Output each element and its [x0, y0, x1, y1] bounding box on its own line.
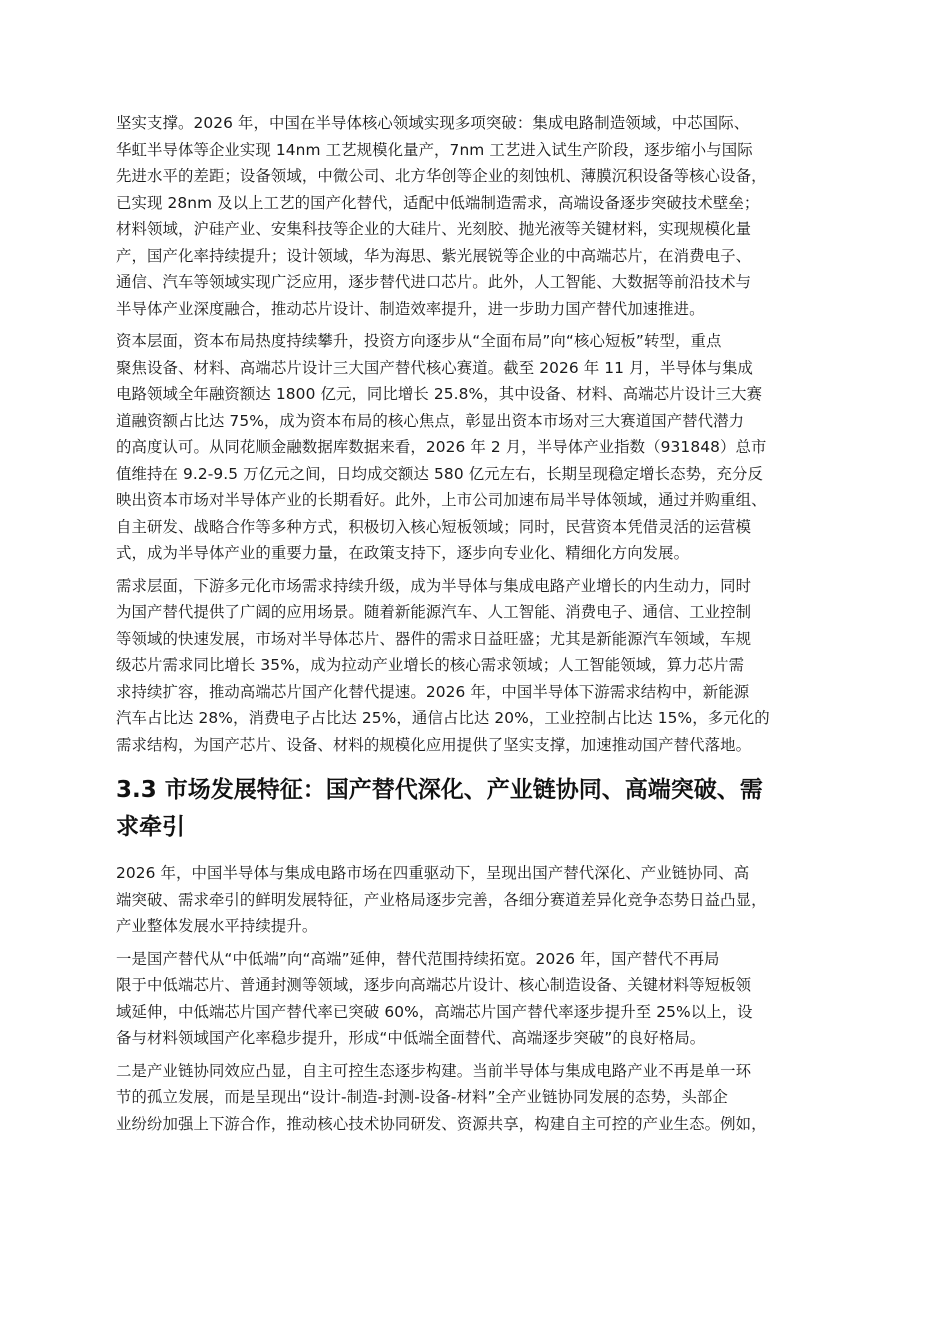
- text-line: 备与材料领域国产化率稳步提升，形成“中低端全面替代、高端逐步突破”的良好格局。: [116, 1029, 706, 1047]
- text-line: 业纷纷加强上下游合作，推动核心技术协同研发、资源共享，构建自主可控的产业生态。例如，: [116, 1114, 767, 1133]
- text-line: 值维持在 9.2-9.5 万亿元之间，日均成交额达 580 亿元左右，长期呈现稳定增长态势，充分反: [116, 464, 764, 483]
- text-line: 为国产替代提供了广阔的应用场景。随着新能源汽车、人工智能、消费电子、通信、工业控制: [116, 603, 752, 621]
- text-line: 道融资额占比达 75%，成为资本布局的核心焦点，彰显出资本市场对三大赛道国产替代潜力: [116, 411, 745, 430]
- text-line: 华虹半导体等企业实现 14nm 工艺规模化量产，7nm 工艺进入试生产阶段，逐步缩小与国际: [116, 140, 753, 159]
- text-line: 汽车占比达 28%，消费电子占比达 25%，通信占比达 20%，工业控制占比达 15%，多元化的: [116, 709, 770, 727]
- heading-line: 求牵引: [116, 814, 185, 840]
- text-line: 二是产业链协同效应凸显，自主可控生态逐步构建。当前半导体与集成电路产业不再是单一环: [116, 1061, 752, 1080]
- text-line: 自主研发、战略合作等多种方式，积极切入核心短板领域；同时，民营资本凭借灵活的运营模: [116, 517, 752, 536]
- paragraph-intro: [116, 860, 846, 940]
- document-page: [116, 110, 846, 1143]
- text-line: 域延伸，中低端芯片国产替代率已突破 60%，高端芯片国产替代率逐步提升至 25%以上，设: [116, 1002, 753, 1021]
- text-line: 通信、汽车等领域实现广泛应用，逐步替代进口芯片。此外，人工智能、大数据等前沿技术与: [116, 273, 752, 291]
- text-line: 级芯片需求同比增长 35%，成为拉动产业增长的核心需求领域；人工智能领域，算力芯片需: [116, 656, 745, 674]
- text-line: 先进水平的差距；设备领域，中微公司、北方华创等企业的刻蚀机、薄膜沉积设备等核心设备，: [116, 167, 767, 185]
- text-line: 资本层面，资本布局热度持续攀升，投资方向逐步从“全面布局”向“核心短板”转型，重点: [116, 332, 722, 350]
- text-line: 限于中低端芯片、普通封测等领域，逐步向高端芯片设计、核心制造设备、关键材料等短板领: [116, 976, 752, 994]
- text-line: 聚焦设备、材料、高端芯片设计三大国产替代核心赛道。截至 2026 年 11 月，半导体与集成: [116, 358, 753, 377]
- heading-line: 3.3 市场发展特征：国产替代深化、产业链协同、高端突破、需: [116, 777, 763, 803]
- text-line: 材料领域，沪硅产业、安集科技等企业的大硅片、光刻胶、抛光液等关键材料，实现规模化量: [116, 220, 752, 238]
- paragraph-demand: [116, 573, 846, 759]
- text-line: 产，国产化率持续提升；设计领域，华为海思、紫光展锐等企业的中高端芯片，在消费电子、: [116, 246, 752, 265]
- paragraph-technology: [116, 110, 846, 322]
- text-line: 映出资本市场对半导体产业的长期看好。此外，上市公司加速布局半导体领域，通过并购重组、: [116, 491, 767, 509]
- text-line: 的高度认可。从同花顺金融数据库数据来看，2026 年 2 月，半导体产业指数（931848）总市: [116, 438, 767, 456]
- text-line: 需求结构，为国产芯片、设备、材料的规模化应用提供了坚实支撑，加速推动国产替代落地。: [116, 735, 752, 754]
- section-heading: [116, 772, 846, 846]
- paragraph-feature-one: [116, 946, 846, 1052]
- paragraph-feature-two: [116, 1058, 846, 1138]
- text-line: 端突破、需求牵引的鲜明发展特征，产业格局逐步完善，各细分赛道差异化竞争态势日益凸显，: [116, 890, 767, 909]
- text-line: 电路领域全年融资额达 1800 亿元，同比增长 25.8%，其中设备、材料、高端芯片设计三大赛: [116, 385, 763, 403]
- paragraph-capital: [116, 328, 846, 567]
- text-line: 需求层面，下游多元化市场需求持续升级，成为半导体与集成电路产业增长的内生动力，同时: [116, 576, 752, 595]
- text-line: 坚实支撑。2026 年，中国在半导体核心领域实现多项突破：集成电路制造领域，中芯国际、: [116, 114, 750, 132]
- text-line: 2026 年，中国半导体与集成电路市场在四重驱动下，呈现出国产替代深化、产业链协同、高: [116, 864, 750, 882]
- text-line: 半导体产业深度融合，推动芯片设计、制造效率提升，进一步助力国产替代加速推进。: [116, 299, 705, 318]
- text-line: 等领域的快速发展，市场对半导体芯片、器件的需求日益旺盛；尤其是新能源汽车领域，车规: [116, 629, 752, 648]
- text-line: 一是国产替代从“中低端”向“高端”延伸，替代范围持续拓宽。2026 年，国产替代不再局: [116, 949, 720, 968]
- text-line: 节的孤立发展，而是呈现出“设计-制造-封测-设备-材料”全产业链协同发展的态势，头部企: [116, 1088, 728, 1106]
- text-line: 产业整体发展水平持续提升。: [116, 917, 318, 935]
- text-line: 求持续扩容，推动高端芯片国产化替代提速。2026 年，中国半导体下游需求结构中，新能源: [116, 682, 750, 701]
- text-line: 已实现 28nm 及以上工艺的国产化替代，适配中低端制造需求，高端设备逐步突破技术壁垒；: [116, 193, 760, 212]
- text-line: 式，成为半导体产业的重要力量，在政策支持下，逐步向专业化、精细化方向发展。: [116, 544, 690, 562]
